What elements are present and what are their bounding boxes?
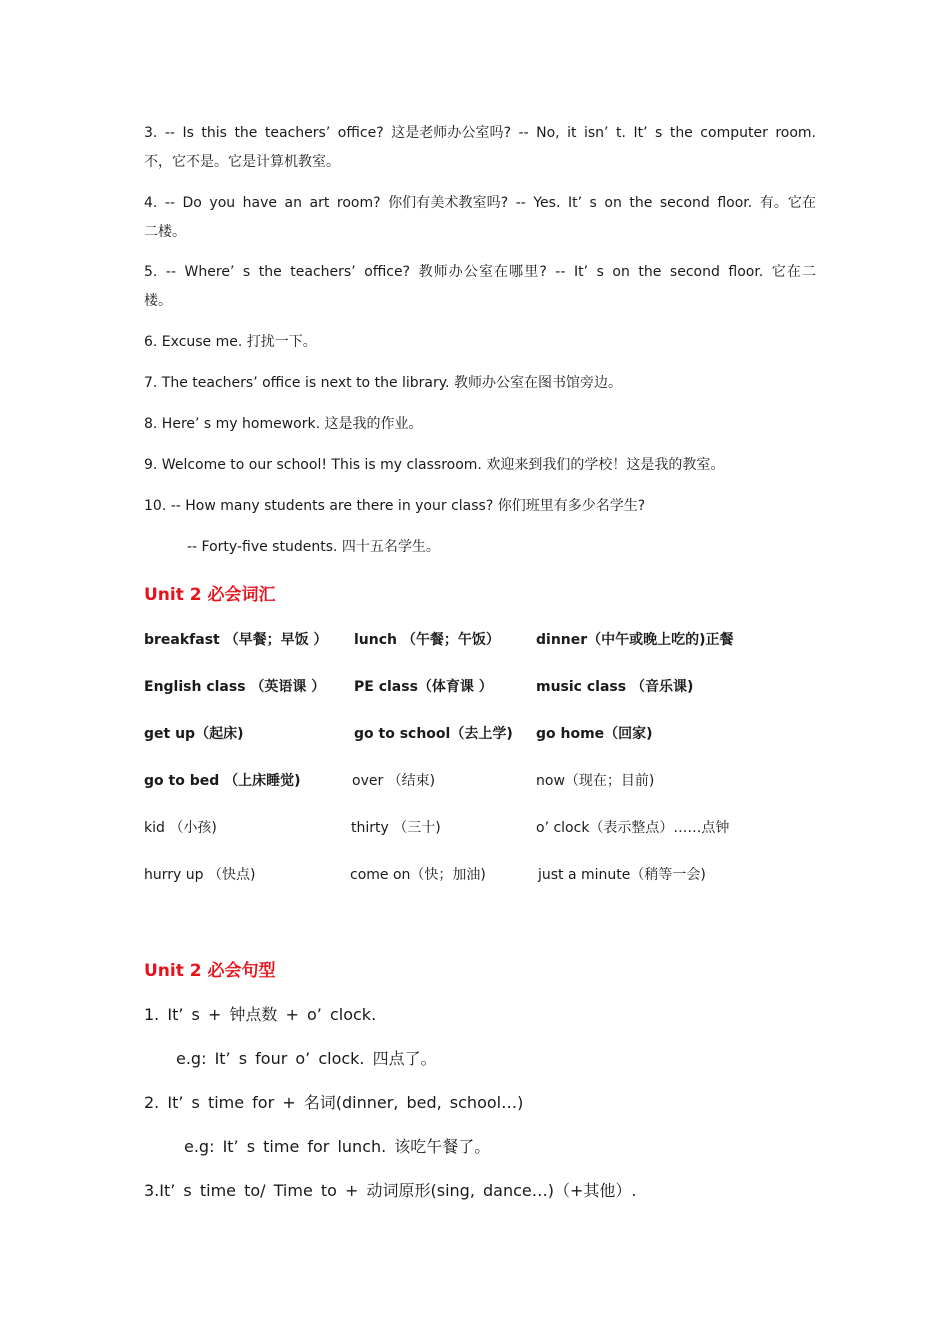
- pattern-1: 1. It’ s + 钟点数 + o’ clock.: [144, 1005, 377, 1024]
- vocab-item: thirty （三十): [351, 820, 441, 836]
- vocab-item: now（现在；目前): [536, 773, 655, 789]
- sentence-5: 5. -- Where’ s the teachers’ office? 教师办公室在哪里? -- It’ s on the second floor. 它在二楼。: [144, 264, 816, 309]
- sentence-8: 8. Here’ s my homework. 这是我的作业。: [144, 416, 423, 432]
- vocab-item: go to school（去上学): [354, 726, 513, 742]
- vocab-item: dinner（中午或晚上吃的)正餐: [536, 632, 734, 648]
- sentence-3: 3. -- Is this the teachers’ office? 这是老师办公室吗? -- No, it isn’ t. It’ s the computer room. 不，它不是。它是计算机教室。: [144, 125, 816, 170]
- vocab-item: kid （小孩): [144, 820, 217, 836]
- vocab-item: lunch （午餐；午饭）: [354, 632, 500, 648]
- vocab-item: breakfast （早餐；早饭 ）: [144, 632, 328, 648]
- pattern-2: 2. It’ s time for + 名词(dinner, bed, school…): [144, 1093, 524, 1112]
- sentence-4: 4. -- Do you have an art room? 你们有美术教室吗? -- Yes. It’ s on the second floor. 有。它在二楼。: [144, 195, 816, 240]
- sentence-10: 10. -- How many students are there in your class? 你们班里有多少名学生?: [144, 498, 646, 514]
- vocab-item: over （结束): [352, 773, 436, 789]
- vocab-item: go home（回家): [536, 726, 653, 742]
- vocab-item: come on（快；加油): [350, 867, 486, 883]
- pattern-heading: Unit 2 必会句型: [144, 961, 276, 981]
- sentence-9: 9. Welcome to our school! This is my classroom. 欢迎来到我们的学校！这是我的教室。: [144, 457, 725, 473]
- pattern-3: 3.It’ s time to/ Time to + 动词原形(sing, dance…)（+其他）.: [144, 1181, 637, 1200]
- sentence-7: 7. The teachers’ office is next to the library. 教师办公室在图书馆旁边。: [144, 375, 622, 391]
- pattern-2-example: e.g: It’ s time for lunch. 该吃午餐了。: [184, 1137, 491, 1156]
- sentence-10-answer: -- Forty-five students. 四十五名学生。: [187, 539, 440, 555]
- vocab-item: o’ clock（表示整点）……点钟: [536, 820, 730, 836]
- vocab-item: PE class（体育课 ）: [354, 679, 493, 695]
- vocab-item: music class （音乐课): [536, 679, 694, 695]
- vocab-item: English class （英语课 ）: [144, 679, 326, 695]
- sentence-6: 6. Excuse me. 打扰一下。: [144, 334, 317, 350]
- vocab-item: get up（起床): [144, 726, 244, 742]
- vocab-item: just a minute（稍等一会): [538, 867, 706, 883]
- vocab-heading: Unit 2 必会词汇: [144, 585, 276, 605]
- pattern-1-example: e.g: It’ s four o’ clock. 四点了。: [176, 1049, 437, 1068]
- vocab-item: hurry up （快点): [144, 867, 256, 883]
- vocab-item: go to bed （上床睡觉): [144, 773, 301, 789]
